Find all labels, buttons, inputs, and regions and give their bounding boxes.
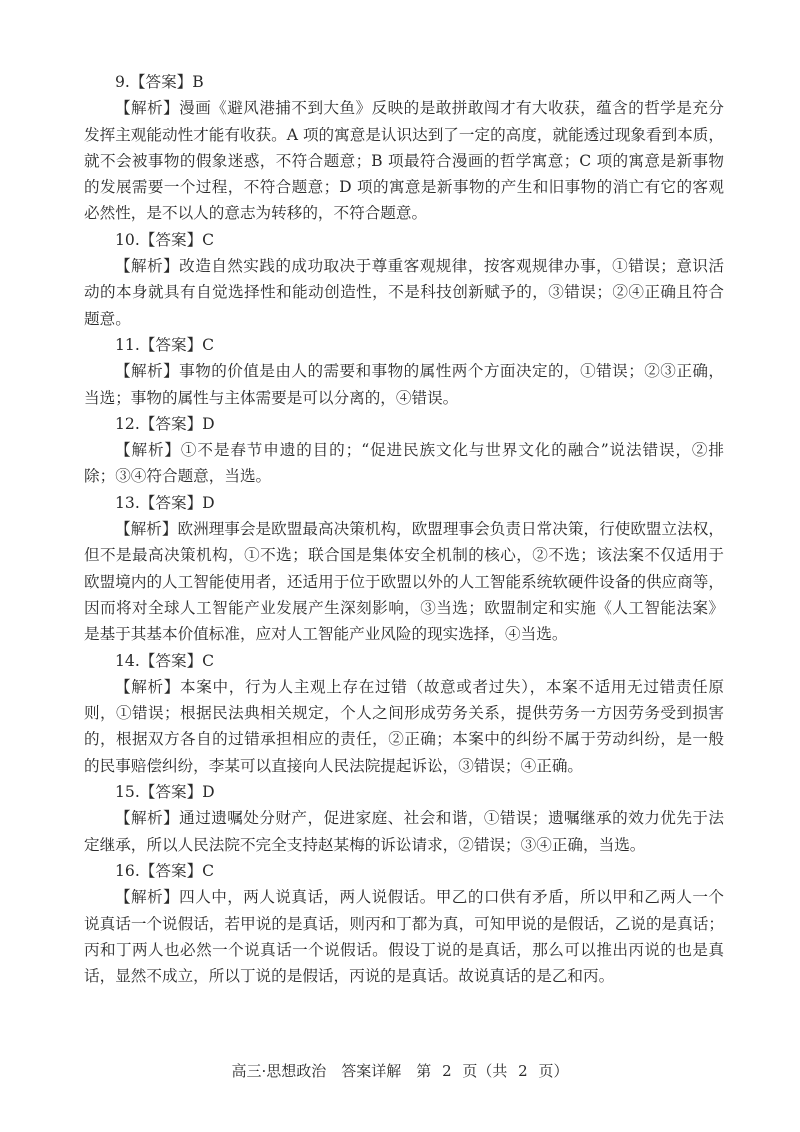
question-item: [84, 411, 724, 490]
analysis-line: 【解析】通过遗嘱处分财产，促进家庭、社会和谐，①错误；遗嘱继承的效力优先于法: [115, 809, 724, 828]
question-item: [84, 490, 724, 648]
analysis-line: 就不会被事物的假象迷惑，不符合题意；B 项最符合漫画的哲学寓意；C 项的寓意是新事物: [84, 151, 724, 170]
answer-label: 14.【答案】C: [115, 651, 215, 670]
analysis-line: 说真话一个说假话，若甲说的是真话，则丙和丁都为真，可知甲说的是假话，乙说的是真话；: [84, 914, 724, 933]
analysis-line: 因而将对全球人工智能产业发展产生深刻影响，③当选；欧盟制定和实施《人工智能法案》: [84, 598, 724, 617]
answer-label: 15.【答案】D: [115, 783, 215, 802]
analysis-line: 的发展需要一个过程，不符合题意；D 项的寓意是新事物的产生和旧事物的消亡有它的客观: [84, 178, 724, 197]
analysis-line: 但不是最高决策机构，①不选；联合国是集体安全机制的核心，②不选；该法案不仅适用于: [84, 546, 724, 565]
question-item: [84, 779, 724, 858]
answer-label: 13.【答案】D: [115, 493, 215, 512]
question-item: [84, 69, 724, 227]
analysis-line: 【解析】漫画《避风港捕不到大鱼》反映的是敢拼敢闯才有大收获，蕴含的哲学是充分: [115, 99, 724, 118]
analysis-line: 【解析】①不是春节申遗的目的；“促进民族文化与世界文化的融合”说法错误，②排: [115, 441, 724, 460]
analysis-line: 发挥主观能动性才能有收获。A 项的寓意是认识达到了一定的高度，就能透过现象看到本质，: [84, 125, 724, 144]
answer-explanations: [84, 69, 724, 989]
analysis-line: 除；③④符合题意，当选。: [84, 467, 272, 486]
answer-label: 12.【答案】D: [115, 414, 215, 433]
analysis-line: 【解析】事物的价值是由人的需要和事物的属性两个方面决定的，①错误；②③正确，: [115, 362, 724, 381]
question-item: [84, 648, 724, 779]
analysis-line: 动的本身就具有自觉选择性和能动创造性，不是科技创新赋予的，③错误；②④正确且符合: [84, 283, 724, 302]
analysis-line: 【解析】欧洲理事会是欧盟最高决策机构，欧盟理事会负责日常决策，行使欧盟立法权，: [115, 520, 724, 539]
analysis-line: 【解析】四人中，两人说真话，两人说假话。甲乙的口供有矛盾，所以甲和乙两人一个: [115, 888, 724, 907]
analysis-line: 必然性，是不以人的意志为转移的，不符合题意。: [84, 204, 428, 223]
question-item: [84, 332, 724, 411]
analysis-line: 【解析】改造自然实践的成功取决于尊重客观规律，按客观规律办事，①错误；意识活: [115, 257, 724, 276]
answer-label: 10.【答案】C: [115, 230, 215, 249]
analysis-line: 定继承，所以人民法院不完全支持赵某梅的诉讼请求，②错误；③④正确，当选。: [84, 835, 646, 854]
analysis-line: 的民事赔偿纠纷，李某可以直接向人民法院提起诉讼，③错误；④正确。: [84, 756, 584, 775]
analysis-line: 欧盟境内的人工智能使用者，还适用于位于欧盟以外的人工智能系统软硬件设备的供应商等，: [84, 572, 724, 591]
answer-label: 9.【答案】B: [115, 73, 204, 91]
analysis-line: 话，显然不成立，所以丁说的是假话，丙说的是真话。故说真话的是乙和丙。: [84, 967, 615, 986]
answer-label: 11.【答案】C: [115, 335, 215, 354]
question-item: [84, 858, 724, 989]
analysis-line: 是基于其基本价值标准，应对人工智能产业风险的现实选择，④当选。: [84, 625, 568, 644]
answer-label: 16.【答案】C: [115, 861, 215, 880]
analysis-line: 的，根据双方各自的过错承担相应的责任，②正确；本案中的纠纷不属于劳动纠纷，是一般: [84, 730, 724, 749]
page-footer: 高三·思想政治 答案详解 第 2 页（共 2 页）: [231, 1062, 569, 1080]
analysis-line: 【解析】本案中，行为人主观上存在过错（故意或者过失），本案不适用无过错责任原: [115, 677, 724, 696]
analysis-line: 题意。: [84, 309, 131, 328]
analysis-line: 丙和丁两人也必然一个说真话一个说假话。假设丁说的是真话，那么可以推出丙说的也是真: [84, 940, 724, 959]
question-item: [84, 227, 724, 332]
analysis-line: 当选；事物的属性与主体需要是可以分离的，④错误。: [84, 388, 459, 407]
analysis-line: 则，①错误；根据民法典相关规定，个人之间形成劳务关系，提供劳务一方因劳务受到损害: [84, 704, 724, 723]
